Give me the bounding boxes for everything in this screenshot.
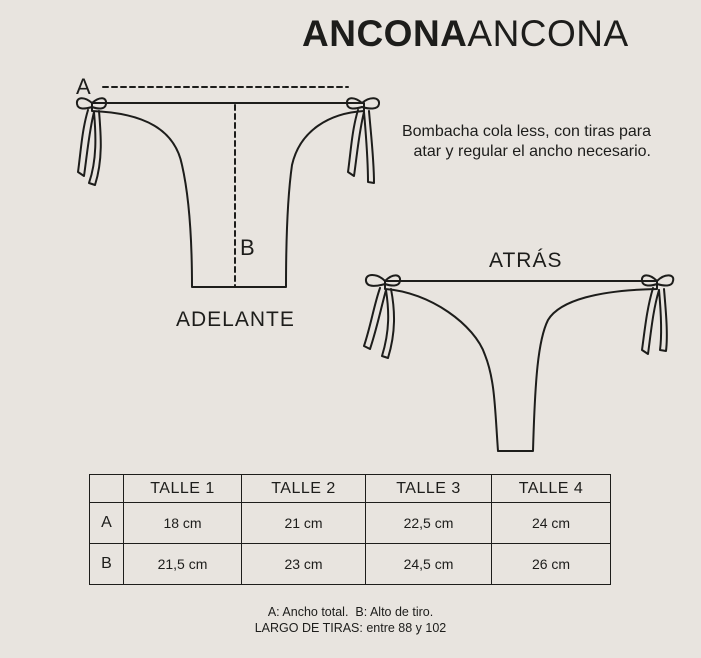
footer-notes xyxy=(0,604,701,636)
size-table-header-row xyxy=(90,475,611,503)
table-corner-cell xyxy=(90,475,124,503)
size-table xyxy=(89,474,611,585)
product-description: Bombacha cola less, con tiras para atar y regular el ancho necesario. xyxy=(401,123,651,160)
table-row xyxy=(90,503,611,544)
size-header-2: TALLE 2 xyxy=(242,475,366,503)
front-garment-drawing xyxy=(77,98,379,287)
row-label: A xyxy=(90,503,124,544)
back-garment-drawing xyxy=(364,275,673,451)
size-header-1: TALLE 1 xyxy=(124,475,242,503)
footer-legend: A: Ancho total. B: Alto de tiro. xyxy=(267,605,434,619)
brand-title-bold: ANCONA xyxy=(302,13,468,54)
brand-title-light: ANCONA xyxy=(467,13,629,54)
table-cell: 24 cm xyxy=(492,503,611,544)
table-cell: 22,5 cm xyxy=(366,503,492,544)
back-view-label: ATRÁS xyxy=(489,249,563,272)
table-cell: 21,5 cm xyxy=(124,544,242,585)
row-label: B xyxy=(90,544,124,585)
table-cell: 18 cm xyxy=(124,503,242,544)
footer-strap-length: LARGO DE TIRAS: entre 88 y 102 xyxy=(254,621,447,635)
table-cell: 26 cm xyxy=(492,544,611,585)
front-view-label: ADELANTE xyxy=(176,308,295,331)
size-header-4: TALLE 4 xyxy=(492,475,611,503)
table-cell: 23 cm xyxy=(242,544,366,585)
measure-b-label: B xyxy=(240,235,256,260)
table-cell: 24,5 cm xyxy=(366,544,492,585)
measure-a-label: A xyxy=(76,74,92,99)
size-header-3: TALLE 3 xyxy=(366,475,492,503)
table-row xyxy=(90,544,611,585)
table-cell: 21 cm xyxy=(242,503,366,544)
